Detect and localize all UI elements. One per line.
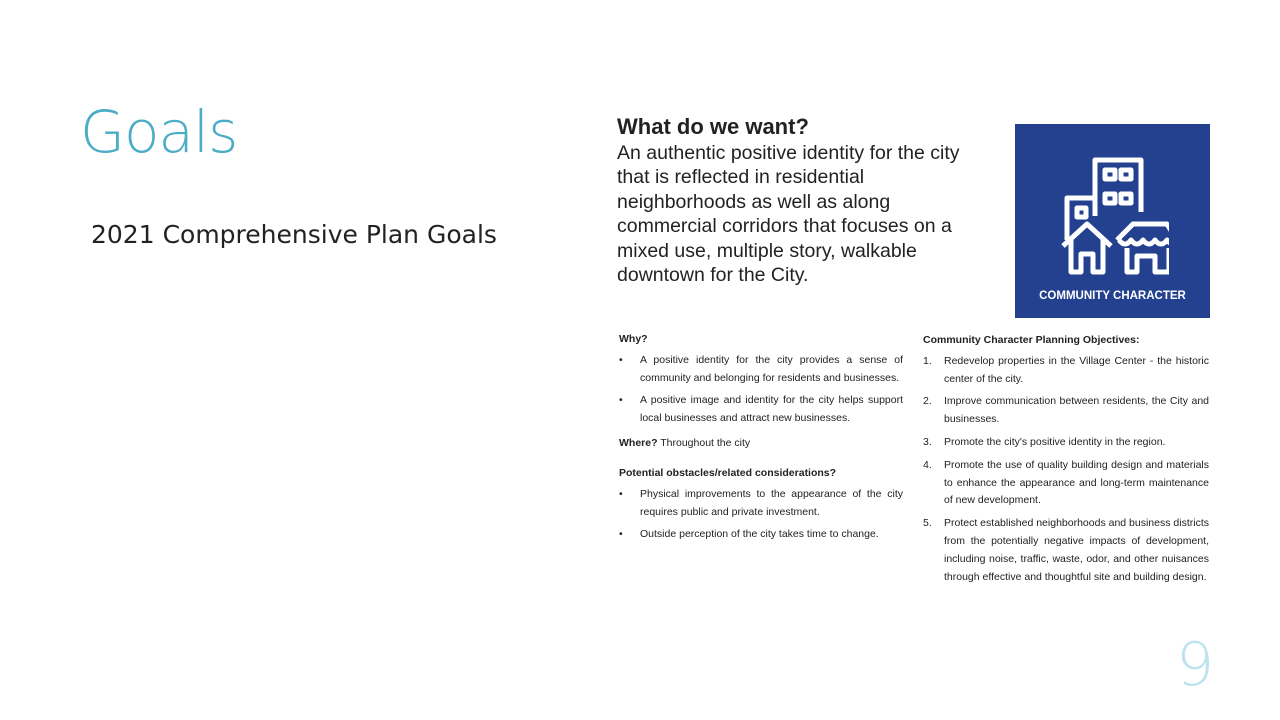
- item-number: 5.: [923, 517, 932, 530]
- slide-title: Goals: [80, 98, 238, 166]
- obstacles-heading: Potential obstacles/related considerations?: [619, 467, 837, 479]
- left-column: [619, 330, 903, 547]
- list-item: • Outside perception of the city takes time to change.: [619, 525, 903, 543]
- badge-label: COMMUNITY CHARACTER: [1039, 290, 1186, 302]
- list-item: [923, 393, 1209, 429]
- item-text: Improve communication between residents, the City and businesses.: [944, 395, 1209, 426]
- objectives-heading: Community Character Planning Objectives:: [923, 334, 1140, 346]
- obstacles-list: [619, 485, 903, 543]
- item-number: 4.: [923, 458, 932, 471]
- right-column: [923, 332, 1209, 591]
- community-character-badge: [1015, 124, 1210, 318]
- item-number: 2.: [923, 395, 932, 408]
- item-number: 3.: [923, 435, 932, 448]
- objectives-list: [923, 353, 1209, 587]
- list-item: • A positive image and identity for the city helps support local businesses and attract new businesses.: [619, 391, 903, 427]
- want-body: An authentic positive identity for the city that is reflected in residential neighborhoods as well as along commercial corridors that focuses on a mixed use, multiple story, walkable downtown for the City.: [617, 142, 960, 287]
- where-value: Throughout the city: [657, 437, 751, 449]
- slide-subtitle: 2021 Comprehensive Plan Goals: [91, 220, 497, 249]
- why-heading: Why?: [619, 333, 648, 345]
- list-item: [923, 353, 1209, 389]
- item-text: Protect established neighborhoods and business districts from the potentially negative impacts of development, including noise, traffic, waste, odor, and other nuisances through effective and thoughtful site and building design.: [944, 517, 1209, 583]
- where-line: [619, 434, 903, 452]
- item-text: Redevelop properties in the Village Center - the historic center of the city.: [944, 354, 1209, 385]
- list-item: [923, 515, 1209, 586]
- item-number: 1.: [923, 354, 932, 367]
- list-item: [923, 434, 1209, 452]
- why-list: [619, 351, 903, 427]
- list-item: • A positive identity for the city provides a sense of community and belonging for residents and businesses.: [619, 351, 903, 387]
- item-text: Promote the use of quality building design and materials to enhance the appearance and long-term maintenance of new development.: [944, 458, 1209, 507]
- item-text: Promote the city's positive identity in the region.: [944, 435, 1166, 448]
- list-item: • Physical improvements to the appearance of the city requires public and private investment.: [619, 485, 903, 521]
- where-label: Where?: [619, 437, 658, 449]
- page-number: 9: [1176, 630, 1215, 700]
- list-item: [923, 457, 1209, 510]
- want-heading: What do we want?: [617, 114, 809, 139]
- buildings-houses-icon: [1057, 154, 1169, 278]
